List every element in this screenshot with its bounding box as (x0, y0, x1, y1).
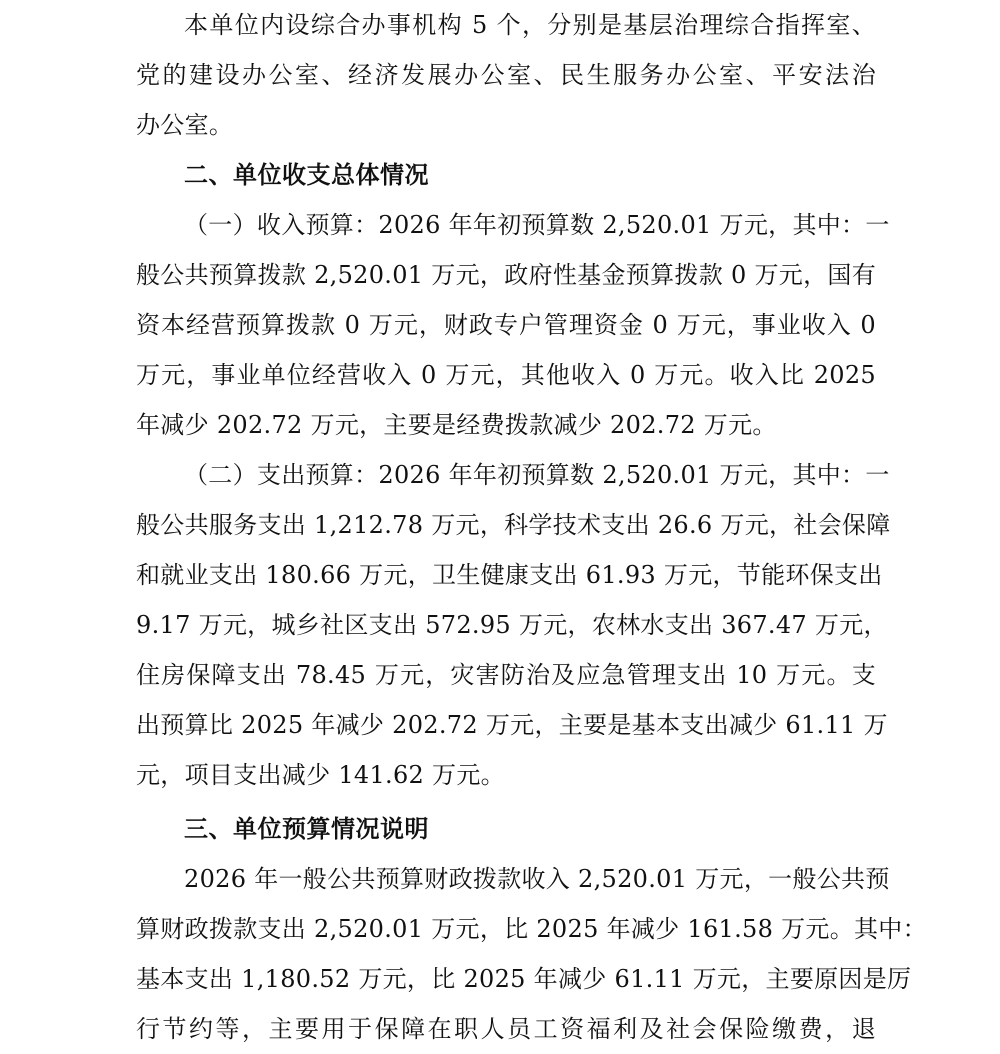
text-line: （二）支出预算：2026 年年初预算数 2,520.01 万元，其中：一 (184, 461, 890, 489)
text-line: 万元，事业单位经营收入 0 万元，其他收入 0 万元。收入比 2025 (136, 361, 876, 389)
text-line: （一）收入预算：2026 年年初预算数 2,520.01 万元，其中：一 (184, 211, 890, 239)
text-line: 基本支出 1,180.52 万元，比 2025 年减少 61.11 万元，主要原因是厉 (136, 965, 912, 993)
text-line: 般公共预算拨款 2,520.01 万元，政府性基金预算拨款 0 万元，国有 (136, 261, 876, 289)
text-line: 出预算比 2025 年减少 202.72 万元，主要是基本支出减少 61.11 万 (136, 711, 888, 739)
section-heading: 三、单位预算情况说明 (184, 815, 429, 843)
text-line: 行节约等，主要用于保障在职人员工资福利及社会保险缴费，退 (136, 1015, 876, 1043)
text-line: 住房保障支出 78.45 万元，灾害防治及应急管理支出 10 万元。支 (136, 661, 876, 689)
text-line: 本单位内设综合办事机构 5 个，分别是基层治理综合指挥室、 (184, 11, 876, 39)
text-line: 2026 年一般公共预算财政拨款收入 2,520.01 万元，一般公共预 (184, 865, 890, 893)
text-line: 和就业支出 180.66 万元，卫生健康支出 61.93 万元，节能环保支出 (136, 561, 883, 589)
text-line: 般公共服务支出 1,212.78 万元，科学技术支出 26.6 万元，社会保障 (136, 511, 891, 539)
section-heading: 二、单位收支总体情况 (184, 161, 429, 189)
text-line: 资本经营预算拨款 0 万元，财政专户管理资金 0 万元，事业收入 0 (136, 311, 876, 339)
text-line: 元，项目支出减少 141.62 万元。 (136, 761, 505, 789)
text-line: 算财政拨款支出 2,520.01 万元，比 2025 年减少 161.58 万元。其中： (136, 915, 927, 943)
text-line: 9.17 万元，城乡社区支出 572.95 万元，农林水支出 367.47 万元， (136, 611, 888, 639)
text-line: 党的建设办公室、经济发展办公室、民生服务办公室、平安法治 (136, 61, 876, 89)
text-line: 年减少 202.72 万元，主要是经费拨款减少 202.72 万元。 (136, 411, 777, 439)
text-line: 办公室。 (136, 111, 234, 139)
